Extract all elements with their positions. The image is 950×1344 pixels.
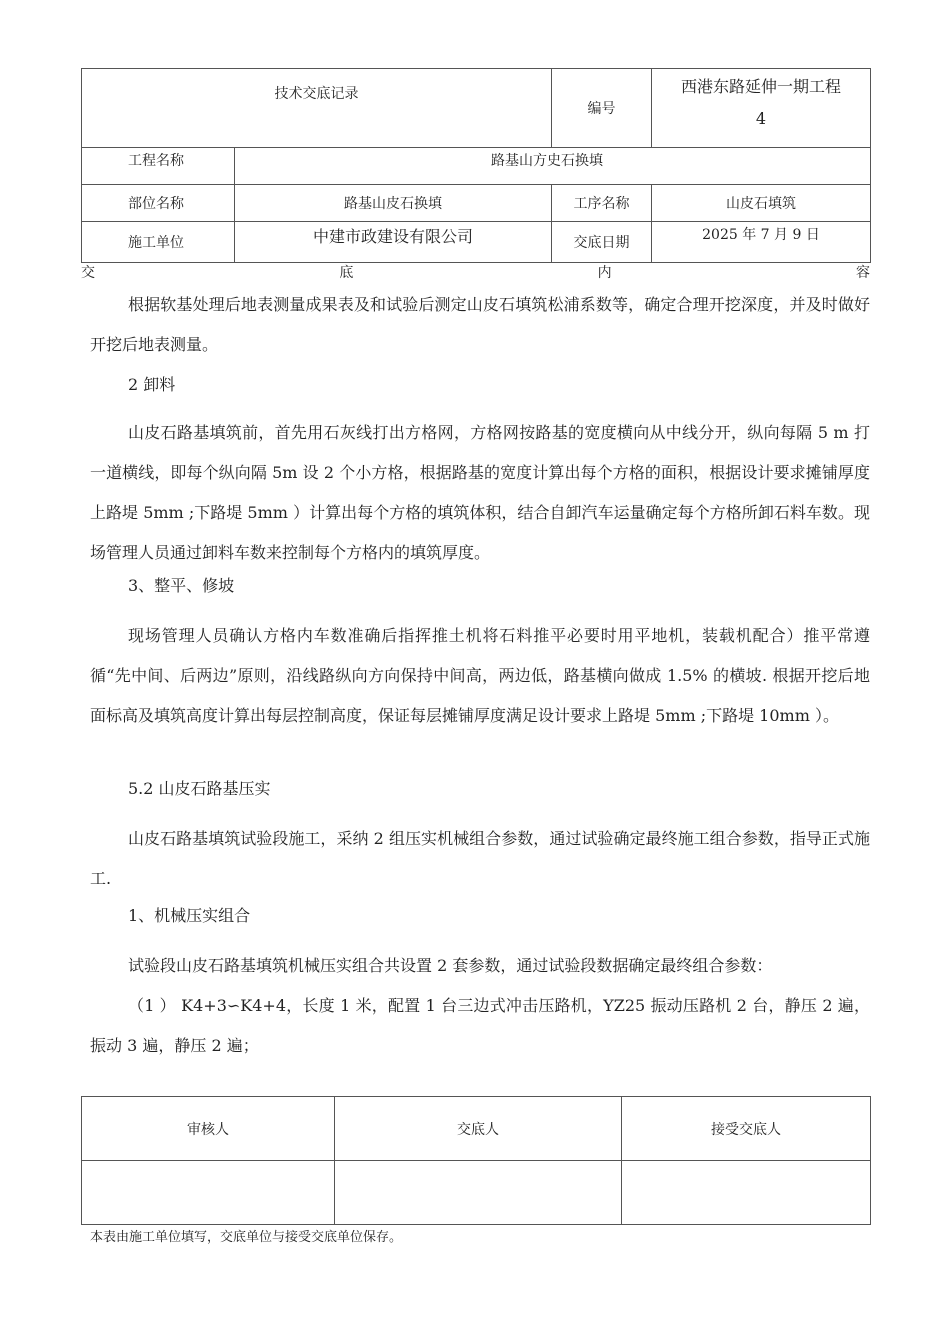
section-char-2: 底 xyxy=(339,265,354,281)
document-title: 技术交底记录 xyxy=(82,69,552,148)
disclosure-date-value: 2025 年 7 月 9 日 xyxy=(652,222,871,263)
section-heading xyxy=(81,262,870,282)
paragraph-2: 山皮石路基填筑前，首先用石灰线打出方格网，方格网按路基的宽度横向从中线分开，纵向每隔 5 m 打一道横线，即每个纵向隔 5m 设 2 个小方格，根据路基的宽度计算出每个方格的面积，根据设计要求摊铺厚度上路堤 5mm ;下路堤 5mm ）计算出每个方格的填筑体积，结合自卸汽车运量确定每个方格所卸石料车数。现场管理人员通过卸料车数来控制每个方格内的填筑厚度。 xyxy=(90,423,870,562)
construction-unit-value: 中建市政建设有限公司 xyxy=(235,222,552,263)
code-value xyxy=(652,69,871,148)
header-table xyxy=(81,68,871,263)
signature-table xyxy=(81,1096,871,1225)
project-name-value: 路基山方史石换填 xyxy=(235,148,871,185)
footer-note: 本表由施工单位填写，交底单位与接受交底单位保存。 xyxy=(90,1230,403,1245)
heading-compaction: 5.2 山皮石路基压实 xyxy=(128,779,271,798)
process-name-label: 工序名称 xyxy=(552,185,652,222)
receiver-signature xyxy=(622,1161,871,1225)
heading-mechanical-compaction: 1、机械压实组合 xyxy=(128,906,251,925)
disclosure-date-label: 交底日期 xyxy=(552,222,652,263)
code-value-line1: 西港东路延伸一期工程 xyxy=(680,77,841,96)
receiver-label: 接受交底人 xyxy=(622,1097,871,1161)
construction-unit-label: 施工单位 xyxy=(82,222,235,263)
section-char-3: 内 xyxy=(597,265,612,281)
heading-leveling: 3、整平、修坡 xyxy=(128,576,235,595)
part-name-label: 部位名称 xyxy=(82,185,235,222)
discloser-signature xyxy=(335,1161,622,1225)
code-label: 编号 xyxy=(552,69,652,148)
part-name-value: 路基山皮石换填 xyxy=(235,185,552,222)
reviewer-signature xyxy=(82,1161,335,1225)
project-name-label: 工程名称 xyxy=(82,148,235,185)
paragraph-6: （1 ） K4+3∽K4+4，长度 1 米，配置 1 台三边式冲击压路机，YZ25 振动压路机 2 台，静压 2 遍，振动 3 遍，静压 2 遍； xyxy=(90,996,870,1055)
discloser-label: 交底人 xyxy=(335,1097,622,1161)
paragraph-1: 根据软基处理后地表测量成果表及和试验后测定山皮石填筑松浦系数等，确定合理开挖深度，并及时做好开挖后地表测量。 xyxy=(90,295,870,354)
heading-unloading: 2 卸料 xyxy=(128,375,176,394)
section-char-4: 容 xyxy=(855,265,870,281)
paragraph-3: 现场管理人员确认方格内车数准确后指挥推土机将石料推平必要时用平地机，装载机配合）推平常遵循“先中间、后两边”原则，沿线路纵向方向保持中间高，两边低，路基横向做成 1.5% 的横坡. 根据开挖后地面标高及填筑高度计算出每层控制高度，保证每层摊铺厚度满足设计要求上路堤 5mm ;下路堤 10mm ）。 xyxy=(90,626,870,725)
process-name-value: 山皮石填筑 xyxy=(652,185,871,222)
paragraph-4: 山皮石路基填筑试验段施工，采纳 2 组压实机械组合参数，通过试验确定最终施工组合参数，指导正式施工. xyxy=(90,829,870,888)
section-char-1: 交 xyxy=(81,265,95,281)
paragraph-5: 试验段山皮石路基填筑机械压实组合共设置 2 套参数，通过试验段数据确定最终组合参数： xyxy=(128,956,773,975)
code-value-line2: 4 xyxy=(755,109,767,128)
reviewer-label: 审核人 xyxy=(82,1097,335,1161)
